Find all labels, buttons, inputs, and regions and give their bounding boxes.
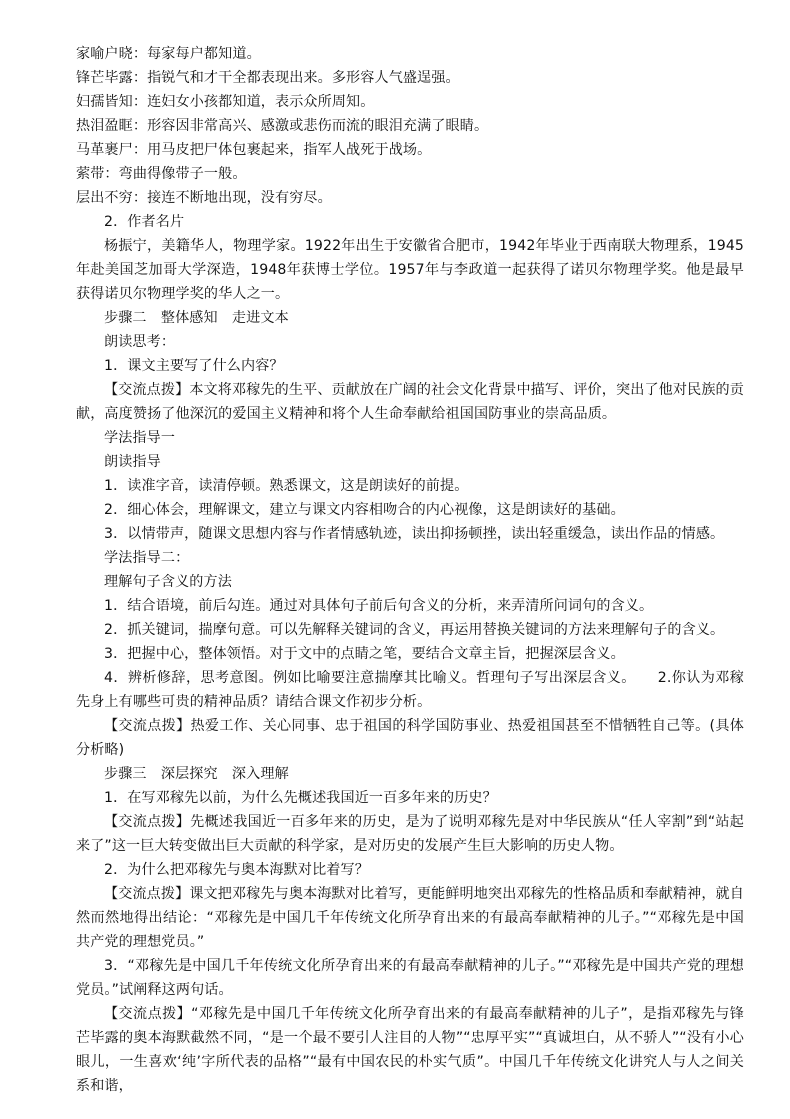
question-3-3: 3．“邓稼先是中国几千年传统文化所孕育出来的有最高奉献精神的儿子。”“邓稼先是中国共产党的理想党员。”试阐释这两句话。 — [76, 958, 744, 998]
author-card-heading: 2．作者名片 — [104, 214, 185, 230]
guide2-item: 2．抓关键词，揣摩句意。可以先解释关键词的含义，再运用替换关键词的方法来理解句子的含义。 — [104, 622, 725, 638]
step2-heading: 步骤二 整体感知 走进文本 — [104, 310, 289, 326]
guide1-subtitle: 朗读指导 — [104, 454, 161, 470]
guide1-title: 学法指导一 — [104, 430, 176, 446]
answer-3-2: 【交流点拨】课文把邓稼先与奥本海默对比着写，更能鲜明地突出邓稼先的性格品质和奉献精神，就自然而然地得出结论：“邓稼先是中国几千年传统文化所孕育出来的有最高奉献精神的儿子。”“邓稼先是中国共产党的理想党员。” — [76, 886, 744, 950]
answer-3-1: 【交流点拨】先概述我国近一百多年来的历史，是为了说明邓稼先是对中华民族从“任人宰割”到“站起来了”这一巨大转变做出巨大贡献的科学家，是对历史的发展产生巨大影响的历史人物。 — [76, 814, 744, 854]
guide1-item: 2．细心体会，理解课文，建立与课文内容相吻合的内心视像，这是朗读好的基础。 — [104, 502, 625, 518]
document-page — [76, 42, 744, 1098]
vocab-line-4: 热泪盈眶：形容因非常高兴、感激或悲伤而流的眼泪充满了眼睛。 — [76, 118, 489, 134]
read-think-label: 朗读思考： — [104, 334, 176, 350]
answer-3-3: 【交流点拨】“邓稼先是中国几千年传统文化所孕育出来的有最高奉献精神的儿子”，是指邓稼先与锋芒毕露的奥本海默截然不同，“是一个最不要引人注目的人物”“忠厚平实”“真诚坦白，从不骄人”“没有小心眼儿，一生喜欢‘纯’字所代表的品格”“最有中国农民的朴实气质”。中国几千年传统文化讲究人与人之间关系和谐， — [76, 1006, 744, 1094]
guide1-item: 3．以情带声，随课文思想内容与作者情感轨迹，读出抑扬顿挫，读出轻重缓急，读出作品的情感。 — [104, 526, 725, 542]
vocab-line-7: 层出不穷：接连不断地出现，没有穷尽。 — [76, 190, 332, 206]
question-3-1: 1．在写邓稼先以前，为什么先概述我国近一百多年来的历史？ — [104, 790, 497, 806]
guide2-item: 3．把握中心，整体领悟。对于文中的点睛之笔，要结合文章主旨，把握深层含义。 — [104, 646, 625, 662]
vocab-line-6: 萦带：弯曲得像带子一般。 — [76, 166, 247, 182]
answer-1: 【交流点拨】本文将邓稼先的生平、贡献放在广阔的社会文化背景中描写、评价，突出了他对民族的贡献，高度赞扬了他深沉的爱国主义精神和将个人生命奉献给祖国国防事业的崇高品质。 — [76, 382, 744, 422]
guide2-item: 1．结合语境，前后勾连。通过对具体句子前后句含义的分析，来弄清所问词句的含义。 — [104, 598, 654, 614]
question-1: 1．课文主要写了什么内容？ — [104, 358, 284, 374]
vocab-line-3: 妇孺皆知：连妇女小孩都知道，表示众所周知。 — [76, 94, 375, 110]
question-3-2: 2．为什么把邓稼先与奥本海默对比着写？ — [104, 862, 369, 878]
author-paragraph: 杨振宁，美籍华人，物理学家。1922年出生于安徽省合肥市，1942年毕业于西南联大物理系，1945年赴美国芝加哥大学深造，1948年获博士学位。1957年与李政道一起获得了诺贝尔物理学奖。他是最早获得诺贝尔物理学奖的华人之一。 — [76, 238, 744, 302]
step3-heading: 步骤三 深层探究 深入理解 — [104, 766, 289, 782]
guide2-item4-and-question-2: 4．辨析修辞，思考意图。例如比喻要注意揣摩其比喻义。哲理句子写出深层含义。 2.你认为邓稼先身上有哪些可贵的精神品质？请结合课文作初步分析。 — [76, 670, 744, 710]
answer-2: 【交流点拨】热爱工作、关心同事、忠于祖国的科学国防事业、热爱祖国甚至不惜牺牲自己等。(具体分析略) — [76, 718, 744, 758]
vocab-line-2: 锋芒毕露：指锐气和才干全都表现出来。多形容人气盛逞强。 — [76, 70, 460, 86]
guide2-subtitle: 理解句子含义的方法 — [104, 574, 232, 590]
guide1-item: 1．读准字音，读清停顿。熟悉课文，这是朗读好的前提。 — [104, 478, 469, 494]
vocab-line-5: 马革裹尸：用马皮把尸体包裹起来，指军人战死于战场。 — [76, 142, 432, 158]
vocab-line-1: 家喻户晓：每家每户都知道。 — [76, 46, 261, 62]
guide2-title: 学法指导二： — [104, 550, 190, 566]
